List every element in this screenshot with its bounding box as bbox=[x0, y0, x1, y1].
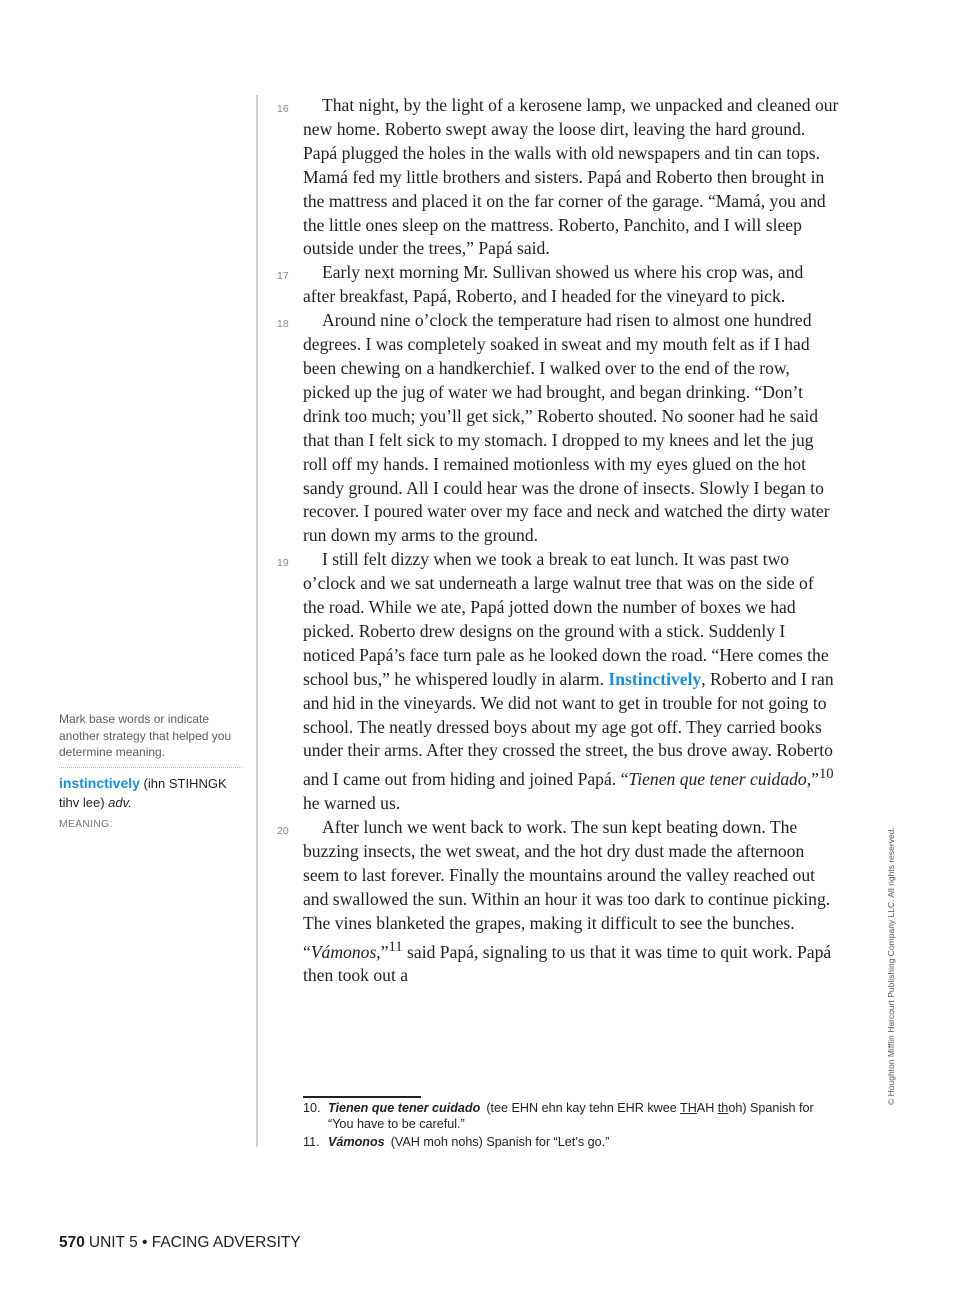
footnotes bbox=[303, 1100, 833, 1151]
paragraph bbox=[277, 94, 839, 261]
sidebar-instruction: Mark base words or indicate another strategy that helped you determine meaning. bbox=[59, 712, 232, 759]
copyright-notice: © Houghton Mifflin Harcourt Publishing Company LLC. All rights reserved. bbox=[886, 827, 896, 1105]
vocab-pronunciation: (ihn STIHNGK tihv lee) bbox=[59, 775, 227, 810]
page-number: 570 bbox=[59, 1234, 85, 1251]
vocabulary-sidebar bbox=[59, 711, 242, 832]
unit-label: UNIT 5 • FACING ADVERSITY bbox=[88, 1234, 301, 1251]
pron-part: th bbox=[717, 1101, 729, 1115]
paragraph-body: Around nine o’clock the temperature had risen to almost one hundred degrees. I was completely soaked in sweat and my mouth felt as if I had been chewing on a handkerchief. I walked over to the end of the row, picked up the jug of water we had brought, and began drinking. “Don’t drink too much; you’ll get sick,” Roberto shouted. No sooner had he said that than I felt sick to my stomach. I dropped to my knees and let the jug roll off my hands. I remained motionless with my eyes glued on the hot sandy ground. All I could hear was the drone of insects. Slowly I began to recover. I poured water over my face and neck and watched the dirty water run down my arms to the ground. bbox=[303, 310, 830, 546]
footnote-ref: 11 bbox=[388, 938, 403, 955]
spanish-phrase: Vámonos, bbox=[310, 941, 381, 962]
pron-part: oh) bbox=[728, 1101, 747, 1115]
paragraph-number: 20 bbox=[277, 825, 289, 838]
text-run: I still felt dizzy when we took a break to eat lunch. It was past two o’clock and we sat underneath a large walnut tree that was on the side of the road. While we ate, Papá jotted down the number of boxes we had picked. Roberto drew designs on the ground with a stick. Suddenly I noticed Papá’s face turn pale as he looked down the road. “Here comes the school bus,” he whispered loudly in alarm. bbox=[303, 549, 829, 689]
paragraph-number: 19 bbox=[277, 557, 289, 570]
vocab-highlight: Instinctively bbox=[608, 668, 702, 689]
paragraph-body bbox=[303, 548, 839, 816]
paragraph-number: 17 bbox=[277, 270, 289, 283]
pron-part: AH bbox=[696, 1101, 718, 1115]
paragraph-number: 18 bbox=[277, 318, 289, 331]
text-run: he warned us. bbox=[303, 793, 401, 814]
footnote-pronunciation: (VAH moh nohs) bbox=[390, 1134, 483, 1149]
vocab-entry bbox=[59, 774, 242, 812]
footnote-pronunciation bbox=[486, 1101, 746, 1115]
text-run: , Roberto and I ran and hid in the vineyards. We did not want to get in trouble for not going to school. The neatly dressed boys about my age got off. They carried books under their arms. After they crossed the street, the bus drove away. Roberto and I came out from hiding and joined Papá. “ bbox=[303, 668, 834, 790]
footnote bbox=[303, 1134, 833, 1150]
spanish-phrase: Tienen que tener cuidado, bbox=[628, 769, 812, 790]
paragraph bbox=[277, 548, 839, 816]
page-footer bbox=[59, 1234, 301, 1252]
story-text bbox=[277, 94, 839, 988]
footnote-gloss: Spanish for “Let’s go.” bbox=[482, 1134, 610, 1149]
text-run: ” bbox=[811, 769, 819, 790]
footnote-gloss: Spanish for “You have to be careful.” bbox=[328, 1101, 814, 1132]
paragraph bbox=[277, 261, 839, 309]
meaning-label: MEANING: bbox=[59, 817, 113, 830]
pron-part: TH bbox=[680, 1101, 697, 1115]
footnote bbox=[303, 1100, 833, 1133]
text-run: After lunch we went back to work. The sun kept beating down. The buzzing insects, the wet sweat, and the hot dry dust made the afternoon seem to last forever. Finally the mountains around the valley reached out and swallowed the sun. Within an hour it was too dark to continue picking. The vines blanketed the grapes, making it difficult to see the bunches. “ bbox=[303, 817, 831, 962]
paragraph bbox=[277, 816, 839, 988]
margin-rule bbox=[256, 95, 258, 1147]
footnote-term: Tienen que tener cuidado bbox=[328, 1101, 481, 1115]
footnote-ref: 10 bbox=[818, 766, 834, 783]
footnote-rule bbox=[303, 1096, 421, 1098]
paragraph-body: Early next morning Mr. Sullivan showed us where his crop was, and after breakfast, Papá, Roberto, and I headed for the vineyard to pick. bbox=[303, 262, 804, 307]
footnote-term: Vámonos bbox=[328, 1134, 385, 1149]
footnote-number: 10. bbox=[303, 1101, 321, 1115]
pron-part: (tee EHN ehn kay tehn EHR kwee bbox=[486, 1101, 680, 1115]
sidebar-divider bbox=[59, 767, 242, 768]
paragraph bbox=[277, 309, 839, 548]
footnote-number: 11. bbox=[303, 1134, 320, 1149]
vocab-part-of-speech: adv. bbox=[108, 794, 132, 810]
vocab-word: instinctively bbox=[59, 774, 140, 791]
paragraph-body bbox=[303, 816, 839, 988]
paragraph-body: That night, by the light of a kerosene lamp, we unpacked and cleaned our new home. Roberto swept away the loose dirt, leaving the hard ground. Papá plugged the holes in the walls with old newspapers and tin can tops. Mamá fed my little brothers and sisters. Papá and Roberto then brought in the mattress and placed it on the far corner of the garage. “Mamá, you and the little ones sleep on the mattress. Roberto, Panchito, and I will sleep outside under the trees,” Papá said. bbox=[303, 95, 839, 259]
text-run: ” bbox=[380, 941, 389, 962]
text-run: said Papá, signaling to us that it was time to quit work. Papá then took out a bbox=[303, 941, 832, 986]
paragraph-number: 16 bbox=[277, 103, 289, 115]
